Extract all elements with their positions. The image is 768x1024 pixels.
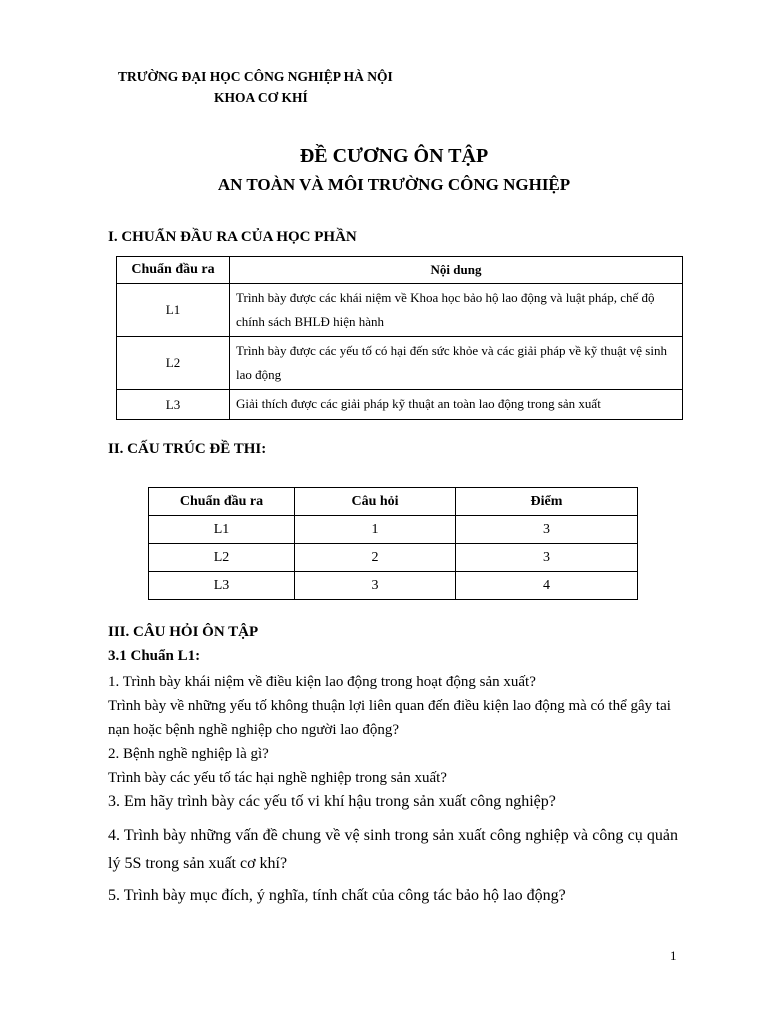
question-2a: 2. Bệnh nghề nghiệp là gì?	[108, 746, 269, 762]
cell-outcome: L2	[149, 544, 295, 572]
table-row	[149, 516, 638, 544]
section-2-heading: II. CẤU TRÚC ĐỀ THI:	[108, 441, 267, 457]
outcome-code: L3	[117, 390, 230, 420]
outcome-code: L1	[117, 284, 230, 337]
outcome-content: Giải thích được các giải pháp kỹ thuật an toàn lao động trong sản xuất	[230, 390, 683, 420]
header-content: Nội dung	[230, 257, 683, 284]
faculty-name: KHOA CƠ KHÍ	[214, 90, 308, 105]
section-1-heading: I. CHUẨN ĐẦU RA CỦA HỌC PHẦN	[108, 229, 357, 245]
question-4: 4. Trình bày những vấn đề chung về vệ sinh trong sản xuất công nghiệp và công cụ quản lý 5S trong sản xuất cơ khí?	[108, 827, 678, 872]
table-row	[117, 390, 683, 420]
question-5: 5. Trình bày mục đích, ý nghĩa, tính chất của công tác bảo hộ lao động?	[108, 887, 566, 904]
exam-structure-table	[148, 487, 638, 600]
outcome-content: Trình bày được các yếu tố có hại đến sức khỏe và các giải pháp về kỹ thuật vệ sinh lao động	[230, 337, 683, 390]
question-2b: Trình bày các yếu tố tác hại nghề nghiệp trong sản xuất?	[108, 770, 447, 786]
header-outcome: Chuẩn đầu ra	[117, 257, 230, 284]
subject-title: AN TOÀN VÀ MÔI TRƯỜNG CÔNG NGHIỆP	[217, 175, 571, 194]
cell-score: 4	[456, 572, 638, 600]
question-3: 3. Em hãy trình bày các yếu tố vi khí hậu trong sản xuất công nghiệp?	[108, 793, 556, 810]
cell-score: 3	[456, 544, 638, 572]
school-name: TRƯỜNG ĐẠI HỌC CÔNG NGHIỆP HÀ NỘI	[118, 69, 393, 84]
table-row	[149, 544, 638, 572]
cell-outcome: L1	[149, 516, 295, 544]
cell-question: 2	[295, 544, 456, 572]
question-1b: Trình bày về những yếu tố không thuận lợi liên quan đến điều kiện lao động mà có thể gây tai nạn hoặc bệnh nghề nghiệp cho người lao động?	[108, 698, 671, 738]
document-title: ĐỀ CƯƠNG ÔN TẬP	[299, 145, 489, 167]
outcome-content: Trình bày được các khái niệm về Khoa học bảo hộ lao động và luật pháp, chế độ chính sách BHLĐ hiện hành	[230, 284, 683, 337]
table-row	[149, 572, 638, 600]
outcome-code: L2	[117, 337, 230, 390]
section-3-heading: III. CÂU HỎI ÔN TẬP	[108, 624, 259, 640]
cell-question: 1	[295, 516, 456, 544]
cell-outcome: L3	[149, 572, 295, 600]
table-header-row	[117, 257, 683, 284]
question-1a: 1. Trình bày khái niệm về điều kiện lao động trong hoạt động sản xuất?	[108, 674, 536, 690]
cell-score: 3	[456, 516, 638, 544]
header-question: Câu hỏi	[295, 488, 456, 516]
table-header-row	[149, 488, 638, 516]
table-row	[117, 337, 683, 390]
header-outcome: Chuẩn đầu ra	[149, 488, 295, 516]
table-row	[117, 284, 683, 337]
learning-outcomes-table	[116, 256, 683, 420]
header-score: Điểm	[456, 488, 638, 516]
page-number: 1	[670, 948, 677, 963]
section-3-1-heading: 3.1 Chuẩn L1:	[108, 648, 201, 664]
cell-question: 3	[295, 572, 456, 600]
